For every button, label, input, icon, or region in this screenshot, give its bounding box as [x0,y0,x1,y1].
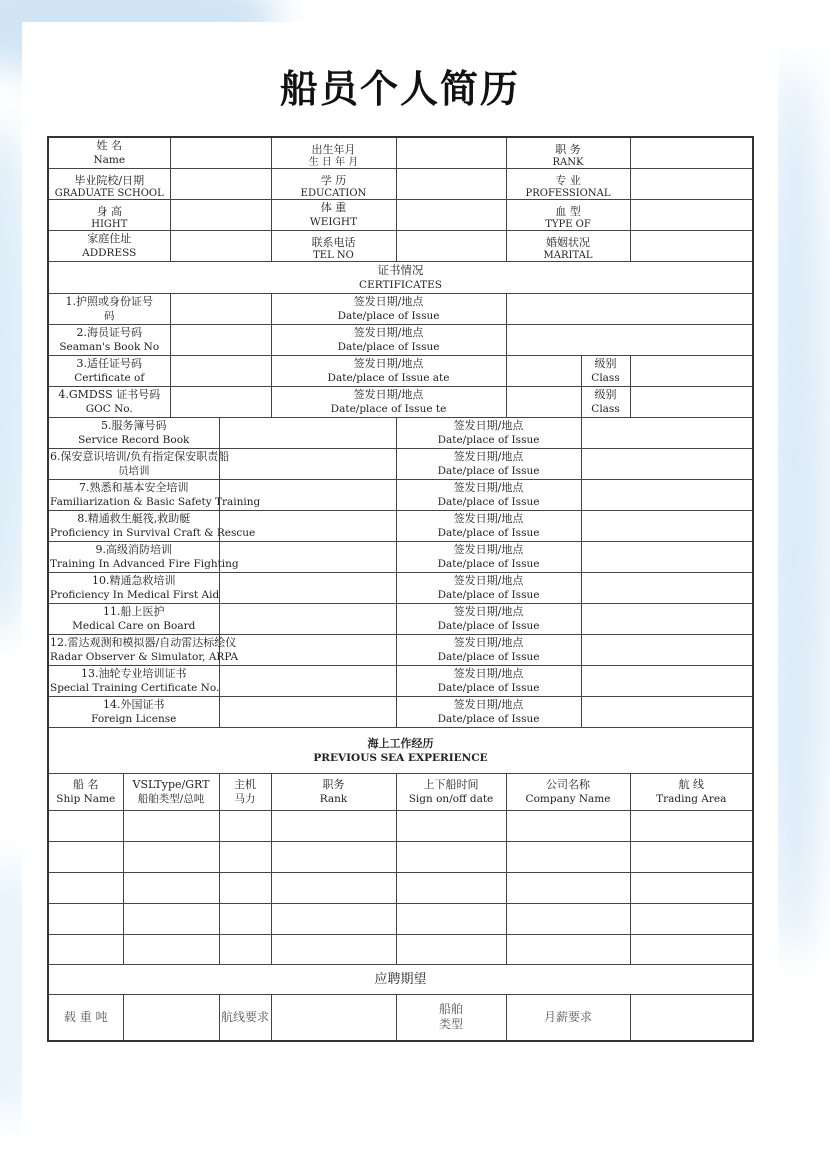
cell[interactable] [396,811,506,842]
cell[interactable] [48,935,123,965]
sea-experience-row [48,842,753,873]
column-header: 职务 Rank [271,774,396,811]
cell[interactable] [396,904,506,935]
cert-issue-label: 签发日期/地点 Date/place of Issue ate [271,356,506,387]
training-issue-field[interactable] [581,573,753,604]
sea-experience-header-row [48,728,753,774]
label-salary: 月薪要求 [506,995,630,1041]
training-label: 8.精通救生艇筏,救助艇 Proficiency in Survival Craft & Rescue [48,511,219,542]
training-label: 14.外国证书 Foreign License [48,697,219,728]
field-professional[interactable] [630,169,753,200]
field-salary[interactable] [630,995,753,1041]
training-issue-label: 签发日期/地点 Date/place of Issue [396,542,581,573]
personal-row-3 [48,200,753,231]
label-ship-type: 船舶 类型 [396,995,506,1041]
resume-form-table [47,136,754,1042]
cell[interactable] [123,904,219,935]
cert-field[interactable] [170,294,271,325]
training-issue-label: 签发日期/地点 Date/place of Issue [396,511,581,542]
personal-row-4 [48,231,753,262]
personal-row-1 [48,137,753,169]
training-row [48,697,753,728]
training-field[interactable] [219,542,396,573]
training-label: 5.服务簿号码 Service Record Book [48,418,219,449]
column-header: 船 名 Ship Name [48,774,123,811]
cert-row-3 [48,356,753,387]
sea-experience-columns [48,774,753,811]
cert-row-4 [48,387,753,418]
training-field[interactable] [219,604,396,635]
cert-issue-label: 签发日期/地点 Date/place of Issue [271,294,506,325]
cell[interactable] [630,904,753,935]
training-row [48,418,753,449]
sea-experience-row [48,873,753,904]
cell[interactable] [123,811,219,842]
training-issue-field[interactable] [581,542,753,573]
cell[interactable] [271,811,396,842]
label-tel: 联系电话 TEL NO [271,231,396,262]
label-blood-type: 血 型 TYPE OF [506,200,630,231]
field-address[interactable] [170,231,271,262]
label-rank: 职 务 RANK [506,137,630,169]
cert-issue-field[interactable] [506,325,753,356]
cell[interactable] [48,904,123,935]
field-marital[interactable] [630,231,753,262]
certificates-header: 证书情况 CERTIFICATES [48,262,753,294]
label-professional: 专 业 PROFESSIONAL [506,169,630,200]
training-label: 6.保安意识培训/负有指定保安职责船 员培训 [48,449,219,480]
label-weight: 体 重 WEIGHT [271,200,396,231]
cell[interactable] [123,842,219,873]
cell[interactable] [123,873,219,904]
training-issue-field[interactable] [581,666,753,697]
expectation-header: 应聘期望 [48,965,753,995]
training-row [48,511,753,542]
training-issue-label: 签发日期/地点 Date/place of Issue [396,666,581,697]
cell[interactable] [396,935,506,965]
training-issue-label: 签发日期/地点 Date/place of Issue [396,480,581,511]
training-issue-field[interactable] [581,449,753,480]
cell[interactable] [271,842,396,873]
cert-field[interactable] [170,325,271,356]
cert-label: 1.护照或身份证号 码 [48,294,170,325]
cell[interactable] [123,935,219,965]
training-row [48,449,753,480]
cert-issue-field[interactable] [506,356,581,387]
field-blood-type[interactable] [630,200,753,231]
cert-issue-label: 签发日期/地点 Date/place of Issue te [271,387,506,418]
cert-row-1 [48,294,753,325]
cert-row-2 [48,325,753,356]
training-label: 10.精通急救培训 Proficiency In Medical First Aid [48,573,219,604]
cell[interactable] [396,842,506,873]
cert-field[interactable] [170,387,271,418]
training-issue-label: 签发日期/地点 Date/place of Issue [396,418,581,449]
field-dwt[interactable] [123,995,219,1041]
training-row [48,666,753,697]
training-field[interactable] [219,697,396,728]
cell[interactable] [219,811,271,842]
training-issue-label: 签发日期/地点 Date/place of Issue [396,697,581,728]
label-marital: 婚姻状况 MARITAL [506,231,630,262]
cell[interactable] [48,842,123,873]
field-name[interactable] [170,137,271,169]
field-education[interactable] [396,169,506,200]
label-height: 身 高 HIGHT [48,200,170,231]
cell[interactable] [630,935,753,965]
field-height[interactable] [170,200,271,231]
cert-label: 3.适任证号码 Certificate of [48,356,170,387]
training-issue-label: 签发日期/地点 Date/place of Issue [396,604,581,635]
training-issue-field[interactable] [581,635,753,666]
cert-label: 4.GMDSS 证书号码 GOC No. [48,387,170,418]
cert-class-field[interactable] [630,356,753,387]
field-school[interactable] [170,169,271,200]
cell[interactable] [506,935,630,965]
cert-label: 2.海员证号码 Seaman's Book No [48,325,170,356]
cell[interactable] [219,842,271,873]
cert-class-field[interactable] [630,387,753,418]
training-issue-label: 签发日期/地点 Date/place of Issue [396,449,581,480]
cell[interactable] [630,842,753,873]
cell[interactable] [219,904,271,935]
cert-issue-field[interactable] [506,387,581,418]
personal-row-2 [48,169,753,200]
training-field[interactable] [219,573,396,604]
training-row [48,635,753,666]
label-school: 毕业院校/日期 GRADUATE SCHOOL [48,169,170,200]
cell[interactable] [630,873,753,904]
field-birth[interactable] [396,137,506,169]
cell[interactable] [506,842,630,873]
column-header: 航 线 Trading Area [630,774,753,811]
field-weight[interactable] [396,200,506,231]
label-address: 家庭住址 ADDRESS [48,231,170,262]
cell[interactable] [396,873,506,904]
cert-field[interactable] [170,356,271,387]
training-field[interactable] [219,449,396,480]
training-row [48,604,753,635]
sea-experience-header: 海上工作经历 PREVIOUS SEA EXPERIENCE [48,728,753,774]
training-row [48,542,753,573]
field-tel[interactable] [396,231,506,262]
training-issue-field[interactable] [581,480,753,511]
training-label: 12.雷达观测和模拟器/自动雷达标绘仪 Radar Observer & Simulator, ARPA [48,635,219,666]
cell[interactable] [271,904,396,935]
sea-experience-row [48,904,753,935]
training-issue-field[interactable] [581,418,753,449]
certificates-header-row [48,262,753,294]
cell[interactable] [630,811,753,842]
training-row [48,573,753,604]
label-birth: 出生年月 生 日 年 月 [271,137,396,169]
expectation-row [48,995,753,1041]
column-header: 主机 马力 [219,774,271,811]
training-issue-field[interactable] [581,604,753,635]
training-field[interactable] [219,635,396,666]
training-label: 9.高级消防培训 Training In Advanced Fire Fighting [48,542,219,573]
training-field[interactable] [219,418,396,449]
training-label: 13.油轮专业培训证书 Special Training Certificate No. [48,666,219,697]
cell[interactable] [506,904,630,935]
cell[interactable] [506,873,630,904]
sea-experience-row [48,811,753,842]
training-issue-label: 签发日期/地点 Date/place of Issue [396,635,581,666]
sea-experience-row [48,935,753,965]
page-title: 船员个人简历 [279,67,520,111]
cell[interactable] [506,811,630,842]
label-education: 学 历 EDUCATION [271,169,396,200]
cert-issue-label: 签发日期/地点 Date/place of Issue [271,325,506,356]
training-field[interactable] [219,666,396,697]
training-issue-label: 签发日期/地点 Date/place of Issue [396,573,581,604]
column-header: 上下船时间 Sign on/off date [396,774,506,811]
cell[interactable] [48,873,123,904]
cell[interactable] [48,811,123,842]
field-route[interactable] [271,995,396,1041]
cert-issue-field[interactable] [506,294,753,325]
training-label: 11.船上医护 Medical Care on Board [48,604,219,635]
label-route: 航线要求 [219,995,271,1041]
cell[interactable] [271,935,396,965]
cert-class-label: 级别 Class [581,356,630,387]
training-label: 7.熟悉和基本安全培训 Familiarization & Basic Safety Training [48,480,219,511]
field-rank[interactable] [630,137,753,169]
cell[interactable] [271,873,396,904]
training-issue-field[interactable] [581,511,753,542]
cert-class-label: 级别 Class [581,387,630,418]
label-dwt: 载 重 吨 [48,995,123,1041]
training-row [48,480,753,511]
label-name: 姓 名 Name [48,137,170,169]
expectation-header-row [48,965,753,995]
column-header: 公司名称 Company Name [506,774,630,811]
column-header: VSLType/GRT 船舶类型/总吨 [123,774,219,811]
cell[interactable] [219,873,271,904]
cell[interactable] [219,935,271,965]
training-issue-field[interactable] [581,697,753,728]
